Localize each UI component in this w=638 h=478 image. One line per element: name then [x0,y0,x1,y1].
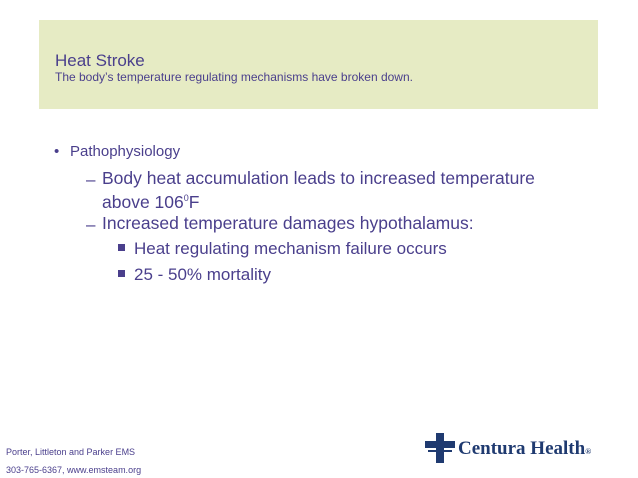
dash-icon: – [86,215,96,234]
centura-cross-icon [425,433,455,463]
bullet-text: Pathophysiology [70,143,181,160]
slide-subtitle: The body’s temperature regulating mechanisms have broken down. [55,70,413,84]
square-bullet-icon [118,244,125,251]
sub-bullet-heat-accumulation-line2: above $106^0F$ [102,192,200,212]
slide-title: Heat Stroke [55,51,145,70]
square-bullet-icon [118,270,125,277]
sub-sub-bullet-mortality: 25 - 50% mortality [134,265,271,284]
centura-health-logo: Centura Health® [458,438,592,459]
footer-organization: Porter, Littleton and Parker EMS [6,447,136,457]
dash-icon: – [86,170,96,189]
footer-contact: 303-765-6367, www.emsteam.org [6,465,142,475]
sub-bullet-hypothalamus: Increased temperature damages hypothalamus: [102,213,474,233]
sub-bullet-heat-accumulation-line1: Body heat accumulation leads to increased temperature [102,168,535,188]
bullet-dot-icon: • [54,143,60,160]
sub-sub-bullet-mechanism-failure: Heat regulating mechanism failure occurs [134,239,447,258]
